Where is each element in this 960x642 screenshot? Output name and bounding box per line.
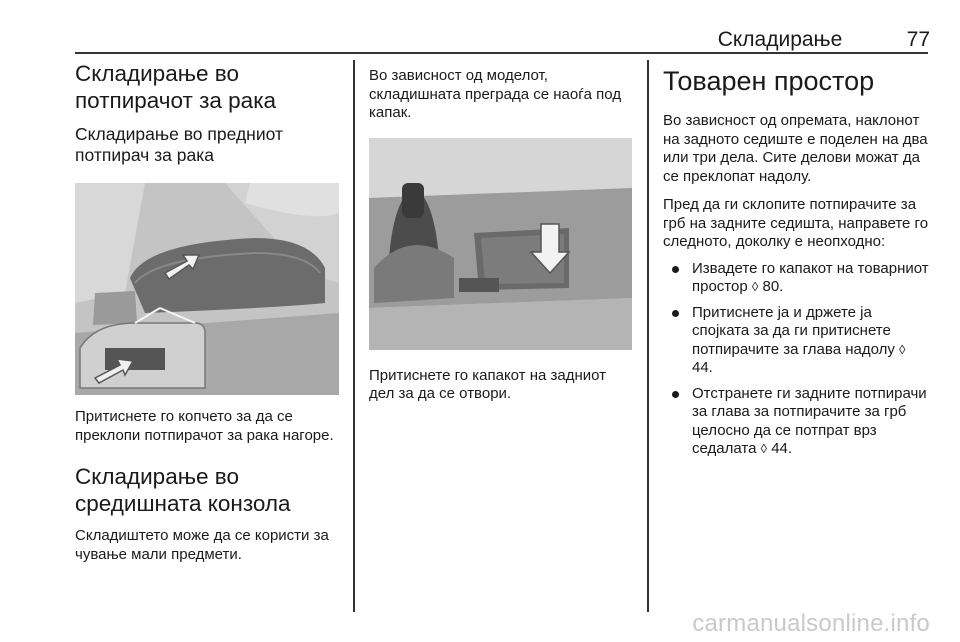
- console-photo: [369, 138, 632, 350]
- section-heading-cargo: Товарен простор: [663, 66, 875, 96]
- console-paragraph: Складиштето може да се користи за чување мали предмети.: [75, 527, 329, 563]
- bullet-text: Извадете го капакот на товарниот простор: [692, 259, 929, 295]
- console-caption: Притиснете го капакот на задниот дел за да се отвори.: [369, 366, 607, 402]
- armrest-photo: [75, 183, 339, 395]
- watermark: carmanualsonline.info: [692, 610, 930, 637]
- page-reference-icon[interactable]: ◊: [760, 441, 768, 456]
- cargo-paragraph-1: Во зависност од опремата, наклонот на задното седиште е поделен на два или три дела. Сите делови можат да се преклопат надолу.: [663, 112, 928, 185]
- list-item: [663, 260, 930, 297]
- bullet-text: Притиснете ја и држете ја спојката за да ги притиснете потпирачите за глава надолу: [692, 303, 895, 358]
- console-illustration: [369, 138, 632, 350]
- column-divider: [353, 60, 355, 612]
- bullet-dot: [672, 310, 679, 317]
- bullet-dot: [672, 266, 679, 273]
- page-reference[interactable]: 80.: [762, 278, 784, 295]
- page-reference[interactable]: 44.: [771, 440, 793, 457]
- column-3: [663, 60, 930, 459]
- bullet-dot: [672, 391, 679, 398]
- page-reference-icon[interactable]: ◊: [899, 341, 906, 357]
- column-1: [75, 60, 340, 564]
- armrest-illustration: [75, 183, 339, 395]
- page-reference-icon[interactable]: ◊: [751, 279, 759, 294]
- section-heading-console: Складирање во средишната конзола: [75, 464, 291, 516]
- bullet-text: Отстранете ги задните потпирачи за глава за потпирачите за грб целосно да се потпрат врз седалата: [692, 384, 927, 457]
- cargo-paragraph-2: Пред да ги склопите потпирачите за грб на задните седишта, направете го следното, доколку е неопходно:: [663, 196, 929, 250]
- list-item: [663, 304, 930, 378]
- header-rule: [75, 52, 928, 54]
- running-header-title: Складирање: [717, 28, 843, 51]
- list-item: [663, 385, 930, 459]
- cargo-bullet-list: [663, 260, 930, 459]
- subsection-heading: Складирање во предниот потпирач за рака: [75, 124, 283, 165]
- page-reference[interactable]: 44.: [692, 359, 713, 376]
- armrest-caption: Притиснете го копчето за да се преклопи потпирачот за рака нагоре.: [75, 408, 334, 444]
- column-2: [369, 60, 634, 404]
- console-intro: Во зависност од моделот, складишната преграда се наоѓа под капак.: [369, 67, 622, 121]
- section-heading: Складирање во потпирачот за рака: [75, 61, 277, 113]
- column-divider: [647, 60, 649, 612]
- page-number: 77: [906, 28, 930, 51]
